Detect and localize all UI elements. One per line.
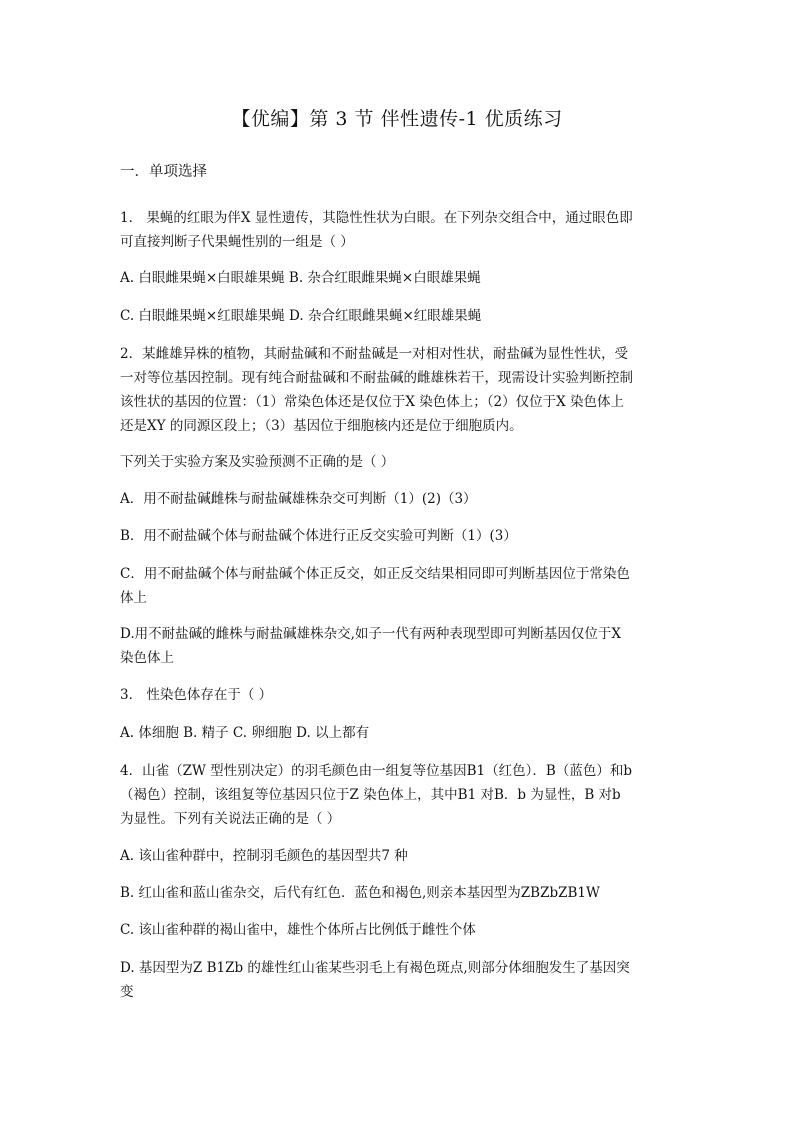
question-4-option-b: B. 红山雀和蓝山雀杂交，后代有红色．蓝色和褐色,则亲本基因型为ZBZbZB1W <box>120 885 600 901</box>
question-2-option-d <box>120 622 680 670</box>
question-3-stem: 3． 性染色体存在于（ ） <box>120 687 273 703</box>
question-2-stem <box>120 342 680 438</box>
question-2-option-c <box>120 562 680 610</box>
question-4-option-a: A. 该山雀种群中，控制羽毛颜色的基因型共7 种 <box>120 848 408 864</box>
question-2-option-a: A．用不耐盐碱雌株与耐盐碱雄株杂交可判断（1）(2)（3） <box>120 491 477 507</box>
section-heading: 一．单项选择 <box>120 164 207 180</box>
question-4-stem <box>120 759 680 831</box>
text-line: 还是XY 的同源区段上；（3）基因位于细胞核内还是位于细胞质内。 <box>120 418 523 434</box>
text-line: 变 <box>120 984 134 1000</box>
text-line: C．用不耐盐碱个体与耐盐碱个体正反交，如正反交结果相同即可判断基因位于常染色 <box>120 566 630 582</box>
question-1-option-ab: A. 白眼雌果蝇×白眼雄果蝇 B. 杂合红眼雌果蝇×白眼雄果蝇 <box>120 270 481 286</box>
text-line: D.用不耐盐碱的雌株与耐盐碱雄株杂交,如子一代有两种表现型即可判断基因仅位于X <box>120 626 622 642</box>
text-line: 染色体上 <box>120 650 174 666</box>
question-4-option-c: C. 该山雀种群的褐山雀中，雄性个体所占比例低于雌性个体 <box>120 922 476 938</box>
text-line: 为显性。下列有关说法正确的是（ ） <box>120 811 341 827</box>
question-3-options: A. 体细胞 B. 精子 C. 卵细胞 D. 以上都有 <box>120 725 370 741</box>
question-1-option-cd: C. 白眼雌果蝇×红眼雄果蝇 D. 杂合红眼雌果蝇×红眼雄果蝇 <box>120 308 482 324</box>
document-title: 【优编】第 3 节 伴性遗传-1 优质练习 <box>231 108 563 130</box>
text-line: D. 基因型为Z B1Zb 的雄性红山雀某些羽毛上有褐色斑点,则部分体细胞发生了基因突 <box>120 960 630 976</box>
text-line: 该性状的基因的位置：（1）常染色体还是仅位于X 染色体上；（2）仅位于X 染色体上 <box>120 394 624 410</box>
question-2-option-b: B．用不耐盐碱个体与耐盐碱个体进行正反交实验可判断（1）(3） <box>120 528 517 544</box>
question-1-stem <box>120 206 680 254</box>
text-line: （褐色）控制，该组复等位基因只位于Z 染色体上，其中B1 对B．b 为显性，B 对b <box>120 787 621 803</box>
text-line: 可直接判断子代果蝇性别的一组是（ ） <box>120 234 354 250</box>
question-2-prompt: 下列关于实验方案及实验预测不正确的是（ ） <box>120 454 395 470</box>
text-line: 体上 <box>120 590 147 606</box>
text-line: 1． 果蝇的红眼为伴X 显性遗传，其隐性性状为白眼。在下列杂交组合中，通过眼色即 <box>120 210 633 226</box>
text-line: 2．某雌雄异株的植物，其耐盐碱和不耐盐碱是一对相对性状，耐盐碱为显性性状，受 <box>120 346 629 362</box>
question-4-option-d <box>120 956 680 1004</box>
text-line: 4．山雀（ZW 型性别决定）的羽毛颜色由一组复等位基因B1（红色）．B（蓝色）和b <box>120 763 632 779</box>
text-line: 一对等位基因控制。现有纯合耐盐碱和不耐盐碱的雌雄株若干，现需设计实验判断控制 <box>120 370 633 386</box>
